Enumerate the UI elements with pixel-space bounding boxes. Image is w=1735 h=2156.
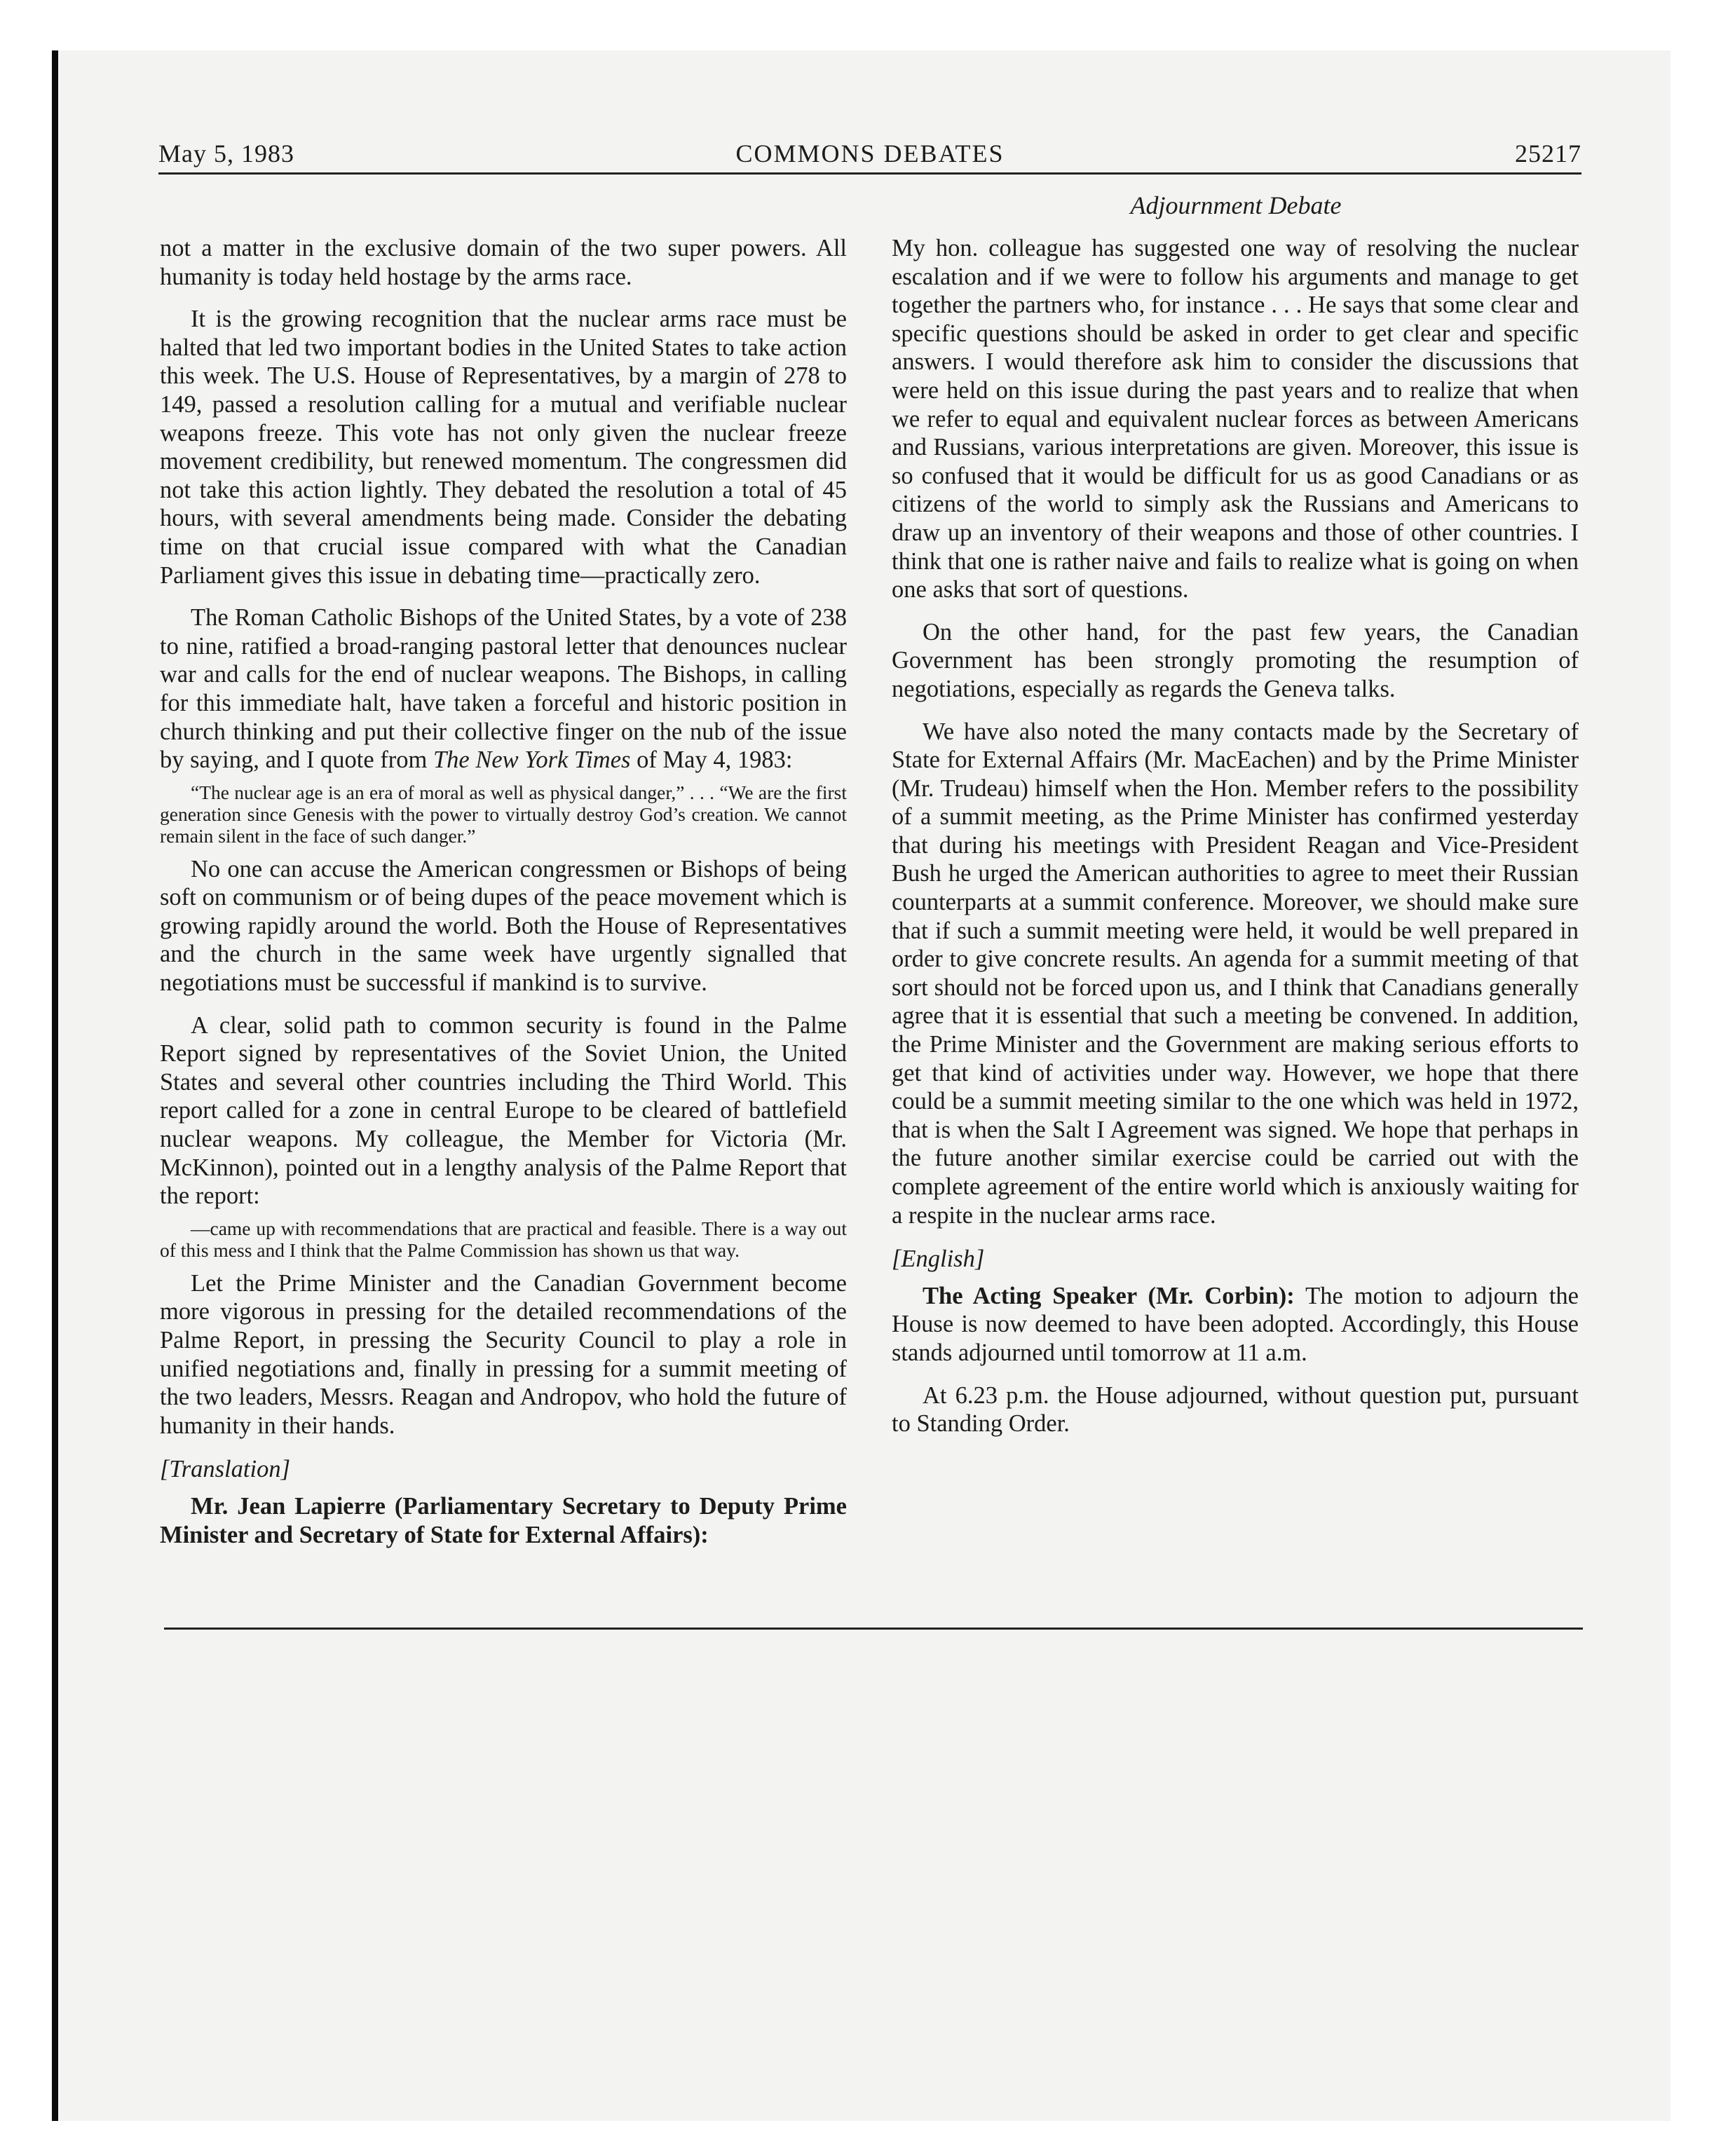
section-heading: Adjournment Debate: [1130, 191, 1342, 219]
speaker-corbin-name: The Acting Speaker (Mr. Corbin):: [923, 1282, 1295, 1309]
quotation-palme: —came up with recommendations that are practical and feasible. There is a way out of this mess and I think that the Palme Commission has shown us that way.: [160, 1217, 847, 1261]
header-rule: [158, 172, 1581, 175]
left-paragraph-1: not a matter in the exclusive domain of the two super powers. All humanity is today held hostage by the arms race.: [160, 235, 847, 290]
left-paragraph-5: A clear, solid path to common security is found in the Palme Report signed by representatives of the Soviet Union, the United States and several other countries including the Third World. This report called for a zone in central Europe to be cleared of battlefield nuclear weapons. My colleague, the Member for Victoria (Mr. McKinnon), pointed out in a lengthy analysis of the Palme Report that the report:: [160, 1011, 847, 1210]
right-column: [892, 234, 1579, 1438]
page-number: 25217: [1515, 139, 1581, 168]
translation-tag: [Translation]: [160, 1456, 290, 1483]
left-paragraph-3-text-b: of May 4, 1983:: [630, 746, 793, 774]
left-column: [160, 234, 847, 1549]
speaker-corbin-text: The motion to adjourn the House is now deemed to have been adopted. Accordingly, this House stands adjourned until tomorrow at 11 a.m.: [892, 1282, 1579, 1366]
left-paragraph-2: It is the growing recognition that the nuclear arms race must be halted that led two important bodies in the United States to take action this week. The U.S. House of Representatives, by a margin of 278 to 149, passed a resolution calling for a mutual and verifiable nuclear weapons freeze. This vote has not only given the nuclear freeze movement credibility, but renewed momentum. The congressmen did not take this action lightly. They debated the resolution a total of 45 hours, with several amendments being made. Consider the debating time on that crucial issue compared with what the Canadian Parliament gives this issue in debating time—practically zero.: [160, 306, 847, 589]
header-title: COMMONS DEBATES: [735, 139, 1005, 168]
english-tag: [English]: [892, 1246, 985, 1273]
newspaper-title: The New York Times: [433, 746, 631, 774]
scan-black-edge: [52, 50, 58, 2121]
footer-rule: [164, 1628, 1583, 1630]
left-paragraph-3: [160, 603, 847, 775]
speaker-lapierre: [160, 1492, 847, 1549]
quotation-nyt: “The nuclear age is an era of moral as well as physical danger,” . . . “We are the first generation since Genesis with the power to virtually destroy God’s creation. We cannot remain silent in the face of such danger.”: [160, 781, 847, 847]
left-paragraph-4: No one can accuse the American congressmen or Bishops of being soft on communism or of being dupes of the peace movement which is growing rapidly around the world. Both the House of Representatives and the church in the same week have urgently signalled that negotiations must be successful if mankind is to survive.: [160, 855, 847, 997]
right-paragraph-speaker: [892, 1282, 1579, 1367]
header-date: May 5, 1983: [158, 139, 294, 168]
speaker-lapierre-name: Mr. Jean Lapierre (Parliamentary Secretary to Deputy Prime Minister and Secretary of State for External Affairs):: [160, 1492, 847, 1548]
right-paragraph-2: On the other hand, for the past few years, the Canadian Government has been strongly promoting the resumption of negotiations, especially as regards the Geneva talks.: [892, 618, 1579, 702]
right-paragraph-adjourned: At 6.23 p.m. the House adjourned, without question put, pursuant to Standing Order.: [892, 1381, 1579, 1438]
right-paragraph-3: We have also noted the many contacts made by the Secretary of State for External Affairs (Mr. MacEachen) and by the Prime Minister (Mr. Trudeau) himself when the Hon. Member refers to the possibility of a summit meeting, as the Prime Minister has confirmed yesterday that during his meetings with President Reagan and Vice-President Bush he urged the American authorities to agree to meet their Russian counterparts at a summit conference. Moreover, we should make sure that if such a summit meeting were held, it would be well prepared in order to give concrete results. An agenda for a summit meeting of that sort should not be forced upon us, and I think that Canadians generally agree that it is essential that such a meeting be convened. In addition, the Prime Minister and the Government are making serious efforts to get that kind of activities under way. However, we hope that there could be a summit meeting similar to the one which was held in 1972, that is when the Salt I Agreement was signed. We hope that perhaps in the future another similar exercise could be carried out with the complete agreement of the entire world which is anxiously waiting for a respite in the nuclear arms race.: [892, 718, 1579, 1229]
left-paragraph-6: Let the Prime Minister and the Canadian Government become more vigorous in pressing for the detailed recommendations of the Palme Report, in pressing the Security Council to play a role in unified negotiations and, finally in pressing for a summit meeting of the two leaders, Messrs. Reagan and Andropov, who hold the future of humanity in their hands.: [160, 1269, 847, 1439]
left-paragraph-3-text-a: The Roman Catholic Bishops of the United States, by a vote of 238 to nine, ratified a broad-ranging pastoral letter that denounces nuclear war and calls for the end of nuclear weapons. The Bishops, in calling for this immediate halt, have taken a forceful and historic position in church thinking and put their collective finger on the nub of the issue by saying, and I quote from: [160, 604, 847, 774]
right-paragraph-1: My hon. colleague has suggested one way of resolving the nuclear escalation and if we were to follow his arguments and manage to get together the partners who, for instance . . . He says that some clear and specific questions should be asked in order to get clear and specific answers. I would therefore ask him to consider the discussions that were held on this issue during the past years and to realize that when we refer to equal and equivalent nuclear forces as between Americans and Russians, various interpretations are given. Moreover, this issue is so confused that it would be difficult for us as good Canadians or as citizens of the world to simply ask the Russians and Americans to draw up an inventory of their weapons and those of other countries. I think that one is rather naive and fails to realize what is going on when one asks that sort of questions.: [892, 235, 1579, 603]
running-header: [158, 139, 1581, 174]
